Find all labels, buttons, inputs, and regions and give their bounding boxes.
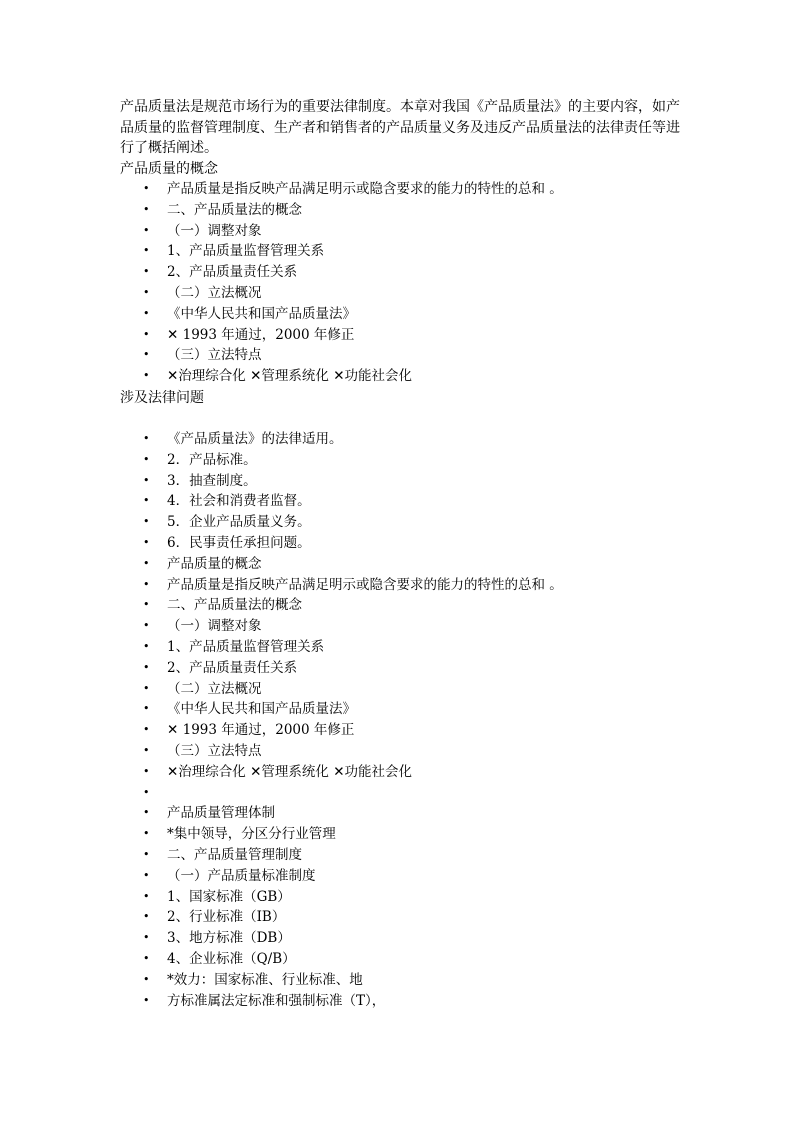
bullet-icon: •	[143, 244, 150, 258]
bullet-icon: •	[143, 535, 150, 549]
list-item	[0, 679, 794, 700]
list-item-text: 产品质量是指反映产品满足明示或隐含要求的能力的特性的总和 。	[167, 576, 563, 593]
bullet-icon: •	[143, 972, 150, 986]
list-item-text: 2、行业标准（IB）	[167, 909, 286, 926]
list-item-text: *集中领导，分区分行业管理	[167, 826, 336, 843]
bullet-icon: •	[143, 889, 150, 903]
list-item	[0, 699, 794, 720]
list-item-text: 方标准属法定标准和强制标准（T），	[167, 992, 386, 1009]
list-item	[0, 345, 794, 366]
list-item	[0, 783, 794, 804]
list-item	[0, 575, 794, 596]
bullet-icon: •	[143, 847, 150, 861]
list-item	[0, 803, 794, 824]
bullet-icon: •	[143, 369, 150, 383]
list-item-text: 产品质量管理体制	[167, 805, 275, 822]
list-item	[0, 720, 794, 741]
list-item-text: 4．社会和消费者监督。	[167, 493, 311, 510]
bullet-icon: •	[143, 910, 150, 924]
list-item-text: （二）立法概况	[167, 284, 262, 301]
list-item	[0, 262, 794, 283]
bullet-icon: •	[143, 702, 150, 716]
list-item	[0, 491, 794, 512]
list-item	[0, 907, 794, 928]
bullet-icon: •	[143, 868, 150, 882]
list-item-text: （一）产品质量标准制度	[167, 867, 316, 884]
list-item-text: （一）调整对象	[167, 618, 262, 635]
bullet-icon: •	[143, 348, 150, 362]
list-item	[0, 304, 794, 325]
bullet-icon: •	[143, 515, 150, 529]
bullet-icon: •	[143, 452, 150, 466]
list-item-text: ✕ 1993 年通过，2000 年修正	[167, 722, 355, 739]
list-item-text: 1、国家标准（GB）	[167, 888, 291, 905]
bullet-icon: •	[143, 743, 150, 757]
list-item-text: ✕治理综合化 ✕管理系统化 ✕功能社会化	[167, 368, 413, 385]
list-item-text: ✕ 1993 年通过，2000 年修正	[167, 326, 355, 343]
list-item	[0, 928, 794, 949]
list-item	[0, 637, 794, 658]
list-item-text: （二）立法概况	[167, 680, 262, 697]
list-item-text: 2．产品标准。	[167, 451, 257, 468]
list-item	[0, 991, 794, 1012]
bullet-icon: •	[143, 785, 150, 799]
bullet-icon: •	[143, 723, 150, 737]
list-item-text: 《产品质量法》的法律适用。	[167, 431, 343, 447]
list-item	[0, 616, 794, 637]
list-item-text: 二、产品质量法的概念	[167, 201, 302, 218]
list-item	[0, 949, 794, 970]
bullet-icon: •	[143, 598, 150, 612]
list-item-text: 《中华人民共和国产品质量法》	[167, 305, 356, 322]
list-item-text: ✕治理综合化 ✕管理系统化 ✕功能社会化	[167, 763, 413, 780]
list-item	[0, 221, 794, 242]
bullet-icon: •	[143, 764, 150, 778]
list-item	[0, 887, 794, 908]
list-item	[0, 200, 794, 221]
list-item-text: （一）调整对象	[167, 222, 262, 239]
list-item	[0, 325, 794, 346]
bullet-icon: •	[143, 494, 150, 508]
bullet-icon: •	[143, 202, 150, 216]
bullet-icon: •	[143, 993, 150, 1007]
intro-paragraph: 产品质量法是规范市场行为的重要法律制度。本章对我国《产品质量法》的主要内容，如产品质量的监督管理制度、生产者和销售者的产品质量义务及违反产品质量法的法律责任等进行了概括阐述。	[120, 99, 680, 156]
list-item-text: 2、产品质量责任关系	[167, 264, 298, 281]
list-item-text: 6．民事责任承担问题。	[167, 534, 311, 551]
list-item-text: 1、产品质量监督管理关系	[167, 243, 325, 260]
list-item	[0, 970, 794, 991]
list-item-text: 二、产品质量法的概念	[167, 597, 302, 614]
list-item	[0, 741, 794, 762]
bullet-icon: •	[143, 265, 150, 279]
list-item-text: 产品质量是指反映产品满足明示或隐含要求的能力的特性的总和 。	[167, 181, 563, 197]
list-item	[0, 554, 794, 575]
bullet-icon: •	[143, 223, 150, 237]
bullet-icon: •	[143, 556, 150, 570]
list-item	[0, 866, 794, 887]
bullet-icon: •	[143, 432, 150, 445]
list-item-text: 5．企业产品质量义务。	[167, 514, 311, 531]
bullet-list-legal-issues	[0, 429, 794, 1011]
list-item-text: 产品质量的概念	[167, 555, 262, 572]
bullet-icon: •	[143, 327, 150, 341]
bullet-icon: •	[143, 660, 150, 674]
bullet-list-concepts	[0, 179, 794, 387]
list-item-text: 《中华人民共和国产品质量法》	[167, 701, 356, 718]
bullet-icon: •	[143, 577, 150, 591]
list-item-text: 3、地方标准（DB）	[167, 930, 291, 947]
list-item	[0, 533, 794, 554]
bullet-icon: •	[143, 306, 150, 320]
section-heading-legal-issues: 涉及法律问题	[120, 390, 204, 406]
list-item-text: *效力：国家标准、行业标准、地	[167, 971, 363, 988]
list-item	[0, 429, 794, 450]
list-item-text: （三）立法特点	[167, 347, 262, 364]
list-item	[0, 658, 794, 679]
list-item-text: 二、产品质量管理制度	[167, 846, 302, 863]
list-item	[0, 179, 794, 200]
bullet-icon: •	[143, 473, 150, 487]
list-item	[0, 845, 794, 866]
list-item	[0, 824, 794, 845]
bullet-icon: •	[143, 806, 150, 820]
list-item	[0, 366, 794, 387]
bullet-icon: •	[143, 619, 150, 633]
bullet-icon: •	[143, 639, 150, 653]
section-heading-product-quality-concept: 产品质量的概念	[120, 161, 218, 177]
list-item-text: 1、产品质量监督管理关系	[167, 638, 325, 655]
bullet-icon: •	[143, 951, 150, 965]
bullet-icon: •	[143, 285, 150, 299]
list-item	[0, 512, 794, 533]
list-item-text: 2、产品质量责任关系	[167, 659, 298, 676]
list-item	[0, 471, 794, 492]
list-item	[0, 283, 794, 304]
bullet-icon: •	[143, 931, 150, 945]
list-item-text: 4、企业标准（Q/B）	[167, 950, 296, 967]
list-item-text: 3．抽查制度。	[167, 472, 257, 489]
bullet-icon: •	[143, 182, 150, 195]
list-item	[0, 595, 794, 616]
list-item-text: （三）立法特点	[167, 742, 262, 759]
list-item	[0, 241, 794, 262]
bullet-icon: •	[143, 681, 150, 695]
bullet-icon: •	[143, 827, 150, 841]
list-item	[0, 762, 794, 783]
list-item	[0, 450, 794, 471]
